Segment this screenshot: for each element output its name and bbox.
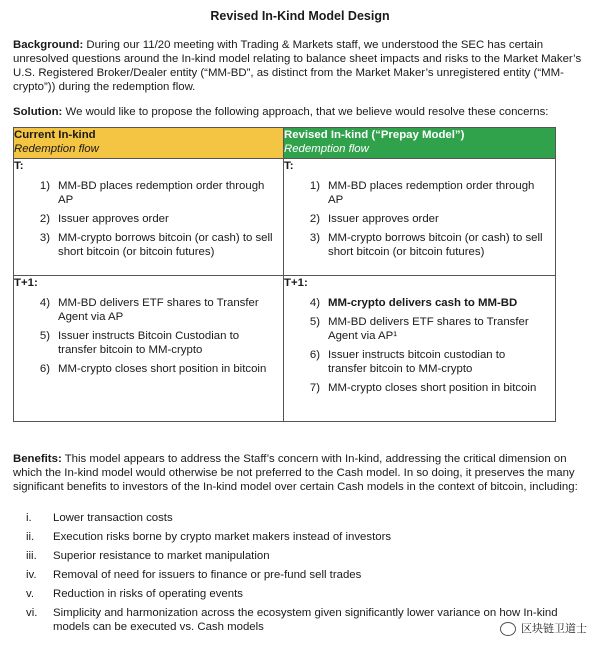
benefit-text: Removal of need for issuers to finance or pre-fund sell trades	[53, 569, 362, 581]
list-item	[284, 315, 555, 343]
step-text: MM-crypto delivers cash to MM-BD	[328, 297, 518, 309]
roman-numeral: i.	[26, 512, 32, 524]
solution-paragraph	[13, 105, 588, 119]
list-item	[14, 362, 283, 376]
background-text: During our 11/20 meeting with Trading & Markets staff, we understood the SEC has certain unresolved questions around the In-kind model relating to balance sheet impacts and risks to the Market Maker’s U.S. Registered Broker/Dealer entity (“MM-BD”, as distinct from the Market Maker’s unregistered entity (“MM-crypto”)) during the redemption flow.	[13, 39, 582, 93]
list-item	[13, 530, 588, 544]
list-item	[14, 212, 283, 226]
roman-numeral: v.	[26, 588, 35, 600]
background-paragraph	[13, 38, 588, 94]
step-number: 4)	[309, 297, 320, 309]
roman-numeral: ii.	[26, 531, 35, 543]
step-number: 3)	[39, 232, 50, 244]
step-number: 1)	[309, 180, 320, 192]
step-text: Issuer approves order	[58, 213, 169, 225]
period-label: T+1:	[284, 277, 308, 289]
benefit-text: Execution risks borne by crypto market makers instead of investors	[53, 531, 392, 543]
list-item	[14, 179, 283, 207]
solution-text: We would like to propose the following approach, that we believe would resolve these concerns:	[62, 106, 549, 118]
solution-label: Solution:	[13, 106, 63, 118]
list-item	[13, 587, 588, 601]
period-label: T:	[14, 160, 24, 172]
background-label: Background:	[13, 39, 84, 51]
list-item	[284, 296, 555, 310]
step-text: Issuer instructs bitcoin custodian to transfer bitcoin to MM-crypto	[328, 349, 506, 375]
step-list	[284, 179, 555, 259]
step-text: MM-crypto borrows bitcoin (or cash) to sell short bitcoin (or bitcoin futures)	[328, 232, 543, 258]
step-number: 2)	[39, 213, 50, 225]
list-item	[284, 231, 555, 259]
benefits-paragraph	[13, 452, 588, 494]
current-inkind-header	[14, 128, 284, 159]
roman-numeral: iii.	[26, 550, 37, 562]
step-number: 7)	[309, 382, 320, 394]
current-inkind-title: Current In-kind	[14, 129, 96, 141]
revised-t1-cell	[284, 276, 556, 422]
period-label: T:	[284, 160, 294, 172]
revised-inkind-title: Revised In-kind (“Prepay Model”)	[284, 129, 465, 141]
list-item	[13, 549, 588, 563]
step-number: 5)	[39, 330, 50, 342]
wechat-icon	[500, 622, 516, 636]
step-text: MM-crypto borrows bitcoin (or cash) to sell short bitcoin (or bitcoin futures)	[58, 232, 273, 258]
table-row-t1	[14, 276, 556, 422]
step-text: MM-BD places redemption order through AP	[328, 180, 535, 206]
current-inkind-subtitle: Redemption flow	[14, 143, 99, 155]
step-text: Issuer instructs Bitcoin Custodian to transfer bitcoin to MM-crypto	[58, 330, 240, 356]
period-label: T+1:	[14, 277, 38, 289]
benefits-label: Benefits:	[13, 453, 62, 465]
step-list	[284, 296, 555, 395]
step-text: MM-crypto closes short position in bitcoin	[58, 363, 267, 375]
current-t-cell	[14, 159, 284, 276]
benefits-text: This model appears to address the Staff’s concern with In-kind, addressing the critical dimension on which the In-kind model would otherwise be not preferred to the Cash model. In so doing, it preserves the many significant benefits to investors of the In-kind model over certain Cash models in the context of bitcoin, including:	[13, 453, 578, 493]
step-number: 1)	[39, 180, 50, 192]
list-item	[14, 329, 283, 357]
roman-numeral: vi.	[26, 607, 38, 619]
list-item	[284, 348, 555, 376]
comparison-table	[13, 127, 556, 422]
benefits-list	[13, 511, 588, 639]
revised-t-cell	[284, 159, 556, 276]
document-title: Revised In-Kind Model Design	[210, 9, 390, 23]
step-text: MM-BD places redemption order through AP	[58, 180, 265, 206]
step-number: 6)	[309, 349, 320, 361]
watermark-text: 区块链卫道士	[521, 623, 587, 635]
table-row-t	[14, 159, 556, 276]
list-item	[284, 179, 555, 207]
list-item	[284, 381, 555, 395]
list-item	[14, 296, 283, 324]
list-item	[13, 568, 588, 582]
benefit-text: Superior resistance to market manipulation	[53, 550, 270, 562]
step-number: 4)	[39, 297, 50, 309]
step-text: MM-BD delivers ETF shares to Transfer Agent via AP¹	[328, 316, 529, 342]
revised-inkind-subtitle: Redemption flow	[284, 143, 369, 155]
watermark	[497, 621, 590, 637]
list-item	[284, 212, 555, 226]
list-item	[13, 511, 588, 525]
step-number: 2)	[309, 213, 320, 225]
revised-inkind-header	[284, 128, 556, 159]
current-t1-cell	[14, 276, 284, 422]
benefit-text: Lower transaction costs	[53, 512, 173, 524]
benefit-text: Reduction in risks of operating events	[53, 588, 243, 600]
step-text: MM-BD delivers ETF shares to Transfer Agent via AP	[58, 297, 259, 323]
step-text: MM-crypto closes short position in bitcoin	[328, 382, 537, 394]
step-text: Issuer approves order	[328, 213, 439, 225]
step-number: 6)	[39, 363, 50, 375]
roman-numeral: iv.	[26, 569, 37, 581]
list-item	[14, 231, 283, 259]
step-number: 3)	[309, 232, 320, 244]
step-list	[14, 179, 283, 259]
benefit-text: Simplicity and harmonization across the ecosystem given significantly lower variance on how In-kind models can be executed vs. Cash models	[53, 607, 558, 633]
step-number: 5)	[309, 316, 320, 328]
table-header-row	[14, 128, 556, 159]
step-list	[14, 296, 283, 376]
